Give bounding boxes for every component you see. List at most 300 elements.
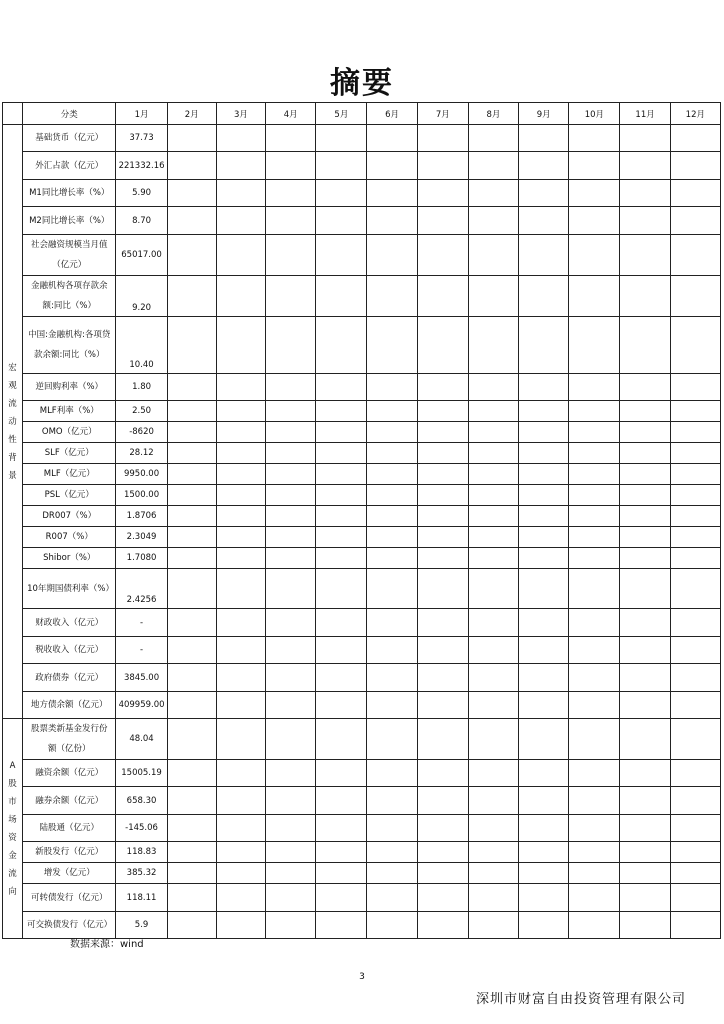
table-row (3, 719, 721, 760)
january-value: 9950.00 (116, 464, 167, 485)
empty-month-cell (417, 464, 468, 485)
empty-month-cell (468, 719, 518, 760)
empty-month-cell (620, 180, 670, 207)
header-corner (3, 103, 23, 125)
empty-month-cell (367, 569, 417, 609)
empty-month-cell (167, 235, 216, 276)
empty-month-cell (620, 569, 670, 609)
empty-month-cell (316, 609, 367, 637)
january-value: 658.30 (116, 787, 167, 815)
empty-month-cell (167, 787, 216, 815)
january-value: 28.12 (116, 443, 167, 464)
empty-month-cell (216, 692, 265, 719)
empty-month-cell (417, 276, 468, 317)
header-month: 6月 (367, 103, 417, 125)
empty-month-cell (468, 152, 518, 180)
january-value: - (116, 637, 167, 664)
empty-month-cell (620, 152, 670, 180)
empty-month-cell (670, 884, 720, 912)
table-row (3, 317, 721, 374)
empty-month-cell (519, 125, 569, 152)
empty-month-cell (569, 787, 620, 815)
empty-month-cell (569, 692, 620, 719)
empty-month-cell (316, 815, 367, 842)
empty-month-cell (216, 815, 265, 842)
empty-month-cell (468, 692, 518, 719)
empty-month-cell (519, 637, 569, 664)
empty-month-cell (316, 884, 367, 912)
empty-month-cell (468, 464, 518, 485)
empty-month-cell (417, 235, 468, 276)
empty-month-cell (569, 276, 620, 317)
empty-month-cell (670, 863, 720, 884)
empty-month-cell (670, 569, 720, 609)
empty-month-cell (167, 374, 216, 401)
january-value: 48.04 (116, 719, 167, 760)
empty-month-cell (468, 760, 518, 787)
empty-month-cell (519, 276, 569, 317)
empty-month-cell (468, 317, 518, 374)
empty-month-cell (468, 548, 518, 569)
table-row (3, 422, 721, 443)
table-row (3, 884, 721, 912)
empty-month-cell (266, 863, 316, 884)
empty-month-cell (519, 401, 569, 422)
empty-month-cell (367, 422, 417, 443)
empty-month-cell (167, 609, 216, 637)
january-value: 37.73 (116, 125, 167, 152)
row-label: Shibor（%） (23, 548, 116, 569)
row-label: MLF利率（%） (23, 401, 116, 422)
empty-month-cell (468, 180, 518, 207)
january-value: 65017.00 (116, 235, 167, 276)
empty-month-cell (216, 180, 265, 207)
empty-month-cell (519, 180, 569, 207)
empty-month-cell (670, 374, 720, 401)
empty-month-cell (316, 235, 367, 276)
empty-month-cell (569, 609, 620, 637)
empty-month-cell (620, 692, 670, 719)
table-row (3, 485, 721, 506)
empty-month-cell (266, 464, 316, 485)
empty-month-cell (216, 787, 265, 815)
empty-month-cell (266, 125, 316, 152)
empty-month-cell (167, 548, 216, 569)
empty-month-cell (417, 787, 468, 815)
empty-month-cell (569, 863, 620, 884)
empty-month-cell (266, 815, 316, 842)
empty-month-cell (519, 152, 569, 180)
january-value: 221332.16 (116, 152, 167, 180)
empty-month-cell (569, 317, 620, 374)
row-label: M2同比增长率（%） (23, 207, 116, 235)
empty-month-cell (519, 815, 569, 842)
january-value: 5.90 (116, 180, 167, 207)
table-row (3, 760, 721, 787)
empty-month-cell (216, 527, 265, 548)
row-label: 地方债余额（亿元） (23, 692, 116, 719)
empty-month-cell (620, 842, 670, 863)
empty-month-cell (417, 374, 468, 401)
empty-month-cell (316, 506, 367, 527)
empty-month-cell (216, 664, 265, 692)
row-label: 10年期国债利率（%） (23, 569, 116, 609)
empty-month-cell (417, 180, 468, 207)
table-header-row (3, 103, 721, 125)
empty-month-cell (367, 443, 417, 464)
empty-month-cell (316, 527, 367, 548)
table-row (3, 401, 721, 422)
row-label: 新股发行（亿元） (23, 842, 116, 863)
empty-month-cell (620, 485, 670, 506)
empty-month-cell (266, 317, 316, 374)
row-label: 中国:金融机构:各项贷款余额:同比（%） (23, 317, 116, 374)
january-value: 2.4256 (116, 569, 167, 609)
empty-month-cell (167, 912, 216, 939)
january-value: -8620 (116, 422, 167, 443)
row-label: OMO（亿元） (23, 422, 116, 443)
empty-month-cell (316, 485, 367, 506)
empty-month-cell (468, 787, 518, 815)
empty-month-cell (569, 443, 620, 464)
empty-month-cell (670, 609, 720, 637)
row-label: 可转债发行（亿元） (23, 884, 116, 912)
empty-month-cell (620, 760, 670, 787)
empty-month-cell (468, 527, 518, 548)
empty-month-cell (316, 863, 367, 884)
empty-month-cell (167, 485, 216, 506)
empty-month-cell (216, 374, 265, 401)
empty-month-cell (519, 884, 569, 912)
empty-month-cell (367, 609, 417, 637)
empty-month-cell (620, 609, 670, 637)
empty-month-cell (216, 637, 265, 664)
empty-month-cell (167, 180, 216, 207)
empty-month-cell (468, 443, 518, 464)
empty-month-cell (266, 760, 316, 787)
empty-month-cell (468, 401, 518, 422)
empty-month-cell (316, 443, 367, 464)
empty-month-cell (367, 815, 417, 842)
table-body (3, 125, 721, 939)
row-label: R007（%） (23, 527, 116, 548)
empty-month-cell (266, 443, 316, 464)
table-row (3, 692, 721, 719)
empty-month-cell (316, 569, 367, 609)
empty-month-cell (670, 125, 720, 152)
empty-month-cell (670, 443, 720, 464)
empty-month-cell (167, 464, 216, 485)
january-value: 409959.00 (116, 692, 167, 719)
empty-month-cell (216, 276, 265, 317)
empty-month-cell (367, 637, 417, 664)
january-value: 2.3049 (116, 527, 167, 548)
empty-month-cell (367, 374, 417, 401)
empty-month-cell (266, 276, 316, 317)
table-row (3, 506, 721, 527)
empty-month-cell (266, 152, 316, 180)
empty-month-cell (167, 152, 216, 180)
company-name: 深圳市财富自由投资管理有限公司 (475, 992, 686, 1007)
table-row (3, 842, 721, 863)
empty-month-cell (417, 506, 468, 527)
empty-month-cell (216, 207, 265, 235)
empty-month-cell (367, 692, 417, 719)
empty-month-cell (266, 506, 316, 527)
empty-month-cell (216, 760, 265, 787)
january-value: 385.32 (116, 863, 167, 884)
january-value: 1.8706 (116, 506, 167, 527)
empty-month-cell (468, 637, 518, 664)
empty-month-cell (569, 125, 620, 152)
empty-month-cell (519, 719, 569, 760)
empty-month-cell (468, 125, 518, 152)
empty-month-cell (167, 443, 216, 464)
empty-month-cell (167, 760, 216, 787)
empty-month-cell (519, 842, 569, 863)
empty-month-cell (670, 527, 720, 548)
empty-month-cell (167, 719, 216, 760)
empty-month-cell (367, 884, 417, 912)
empty-month-cell (216, 884, 265, 912)
empty-month-cell (367, 276, 417, 317)
empty-month-cell (417, 207, 468, 235)
empty-month-cell (167, 506, 216, 527)
empty-month-cell (569, 422, 620, 443)
empty-month-cell (417, 152, 468, 180)
empty-month-cell (519, 760, 569, 787)
empty-month-cell (417, 569, 468, 609)
january-value: 1.80 (116, 374, 167, 401)
empty-month-cell (167, 207, 216, 235)
empty-month-cell (417, 317, 468, 374)
page-number: 3 (359, 972, 365, 982)
empty-month-cell (417, 527, 468, 548)
empty-month-cell (266, 842, 316, 863)
january-value: 15005.19 (116, 760, 167, 787)
empty-month-cell (216, 317, 265, 374)
empty-month-cell (216, 548, 265, 569)
empty-month-cell (620, 207, 670, 235)
table-row (3, 863, 721, 884)
empty-month-cell (367, 317, 417, 374)
january-value: 9.20 (116, 276, 167, 317)
header-month: 1月 (116, 103, 167, 125)
row-label: 融券余额（亿元） (23, 787, 116, 815)
row-label: 社会融资规模当月值（亿元） (23, 235, 116, 276)
empty-month-cell (167, 637, 216, 664)
row-label: 股票类新基金发行份额（亿份） (23, 719, 116, 760)
empty-month-cell (468, 506, 518, 527)
header-month: 2月 (167, 103, 216, 125)
empty-month-cell (417, 637, 468, 664)
empty-month-cell (519, 506, 569, 527)
header-month: 7月 (417, 103, 468, 125)
january-value: 8.70 (116, 207, 167, 235)
row-label: 税收收入（亿元） (23, 637, 116, 664)
empty-month-cell (266, 692, 316, 719)
table-row (3, 664, 721, 692)
empty-month-cell (367, 485, 417, 506)
empty-month-cell (468, 276, 518, 317)
empty-month-cell (167, 125, 216, 152)
empty-month-cell (519, 548, 569, 569)
empty-month-cell (367, 912, 417, 939)
empty-month-cell (316, 842, 367, 863)
empty-month-cell (266, 569, 316, 609)
empty-month-cell (266, 235, 316, 276)
page-title: 摘要 (330, 66, 394, 101)
empty-month-cell (468, 863, 518, 884)
empty-month-cell (316, 401, 367, 422)
empty-month-cell (367, 548, 417, 569)
table-row (3, 125, 721, 152)
empty-month-cell (670, 485, 720, 506)
empty-month-cell (620, 506, 670, 527)
row-label: 可交换债发行（亿元） (23, 912, 116, 939)
empty-month-cell (468, 235, 518, 276)
empty-month-cell (670, 787, 720, 815)
empty-month-cell (266, 912, 316, 939)
empty-month-cell (417, 912, 468, 939)
empty-month-cell (519, 664, 569, 692)
row-label: SLF（亿元） (23, 443, 116, 464)
empty-month-cell (367, 180, 417, 207)
empty-month-cell (468, 815, 518, 842)
empty-month-cell (367, 527, 417, 548)
empty-month-cell (216, 912, 265, 939)
empty-month-cell (620, 664, 670, 692)
empty-month-cell (167, 422, 216, 443)
row-label: 陆股通（亿元） (23, 815, 116, 842)
empty-month-cell (569, 207, 620, 235)
empty-month-cell (316, 692, 367, 719)
empty-month-cell (620, 527, 670, 548)
empty-month-cell (417, 401, 468, 422)
empty-month-cell (519, 863, 569, 884)
empty-month-cell (620, 422, 670, 443)
empty-month-cell (266, 422, 316, 443)
empty-month-cell (468, 609, 518, 637)
table-row (3, 548, 721, 569)
january-value: 1500.00 (116, 485, 167, 506)
empty-month-cell (620, 719, 670, 760)
empty-month-cell (670, 506, 720, 527)
empty-month-cell (316, 207, 367, 235)
row-label: 增发（亿元） (23, 863, 116, 884)
empty-month-cell (620, 863, 670, 884)
empty-month-cell (417, 884, 468, 912)
empty-month-cell (266, 527, 316, 548)
empty-month-cell (266, 609, 316, 637)
empty-month-cell (519, 464, 569, 485)
empty-month-cell (569, 180, 620, 207)
empty-month-cell (316, 152, 367, 180)
empty-month-cell (316, 464, 367, 485)
empty-month-cell (670, 317, 720, 374)
empty-month-cell (670, 637, 720, 664)
empty-month-cell (620, 374, 670, 401)
empty-month-cell (367, 719, 417, 760)
empty-month-cell (620, 548, 670, 569)
empty-month-cell (569, 912, 620, 939)
empty-month-cell (367, 401, 417, 422)
empty-month-cell (367, 842, 417, 863)
empty-month-cell (266, 548, 316, 569)
empty-month-cell (569, 637, 620, 664)
empty-month-cell (468, 374, 518, 401)
header-month: 10月 (569, 103, 620, 125)
empty-month-cell (167, 664, 216, 692)
empty-month-cell (670, 235, 720, 276)
empty-month-cell (167, 276, 216, 317)
empty-month-cell (216, 464, 265, 485)
empty-month-cell (316, 422, 367, 443)
table-row (3, 235, 721, 276)
empty-month-cell (569, 152, 620, 180)
empty-month-cell (216, 506, 265, 527)
empty-month-cell (519, 569, 569, 609)
empty-month-cell (620, 815, 670, 842)
january-value: 1.7080 (116, 548, 167, 569)
empty-month-cell (417, 485, 468, 506)
empty-month-cell (670, 815, 720, 842)
empty-month-cell (216, 152, 265, 180)
empty-month-cell (670, 276, 720, 317)
empty-month-cell (266, 401, 316, 422)
empty-month-cell (670, 207, 720, 235)
header-month: 5月 (316, 103, 367, 125)
empty-month-cell (569, 760, 620, 787)
table-row (3, 609, 721, 637)
empty-month-cell (316, 548, 367, 569)
empty-month-cell (216, 235, 265, 276)
empty-month-cell (620, 235, 670, 276)
empty-month-cell (316, 637, 367, 664)
empty-month-cell (216, 485, 265, 506)
empty-month-cell (468, 842, 518, 863)
empty-month-cell (519, 374, 569, 401)
empty-month-cell (670, 842, 720, 863)
empty-month-cell (316, 180, 367, 207)
table-row (3, 464, 721, 485)
empty-month-cell (216, 401, 265, 422)
row-label: 逆回购利率（%） (23, 374, 116, 401)
empty-month-cell (367, 207, 417, 235)
january-value: -145.06 (116, 815, 167, 842)
january-value: 118.83 (116, 842, 167, 863)
empty-month-cell (670, 464, 720, 485)
empty-month-cell (316, 125, 367, 152)
empty-month-cell (316, 317, 367, 374)
empty-month-cell (569, 374, 620, 401)
table-row (3, 815, 721, 842)
january-value: 2.50 (116, 401, 167, 422)
empty-month-cell (670, 401, 720, 422)
empty-month-cell (417, 692, 468, 719)
empty-month-cell (266, 374, 316, 401)
empty-month-cell (519, 787, 569, 815)
empty-month-cell (519, 235, 569, 276)
empty-month-cell (367, 152, 417, 180)
empty-month-cell (468, 912, 518, 939)
empty-month-cell (266, 884, 316, 912)
header-category: 分类 (23, 103, 116, 125)
row-label: MLF（亿元） (23, 464, 116, 485)
empty-month-cell (417, 125, 468, 152)
group-label: A 股 市 场 资 金 流 向 (3, 719, 23, 939)
empty-month-cell (417, 548, 468, 569)
